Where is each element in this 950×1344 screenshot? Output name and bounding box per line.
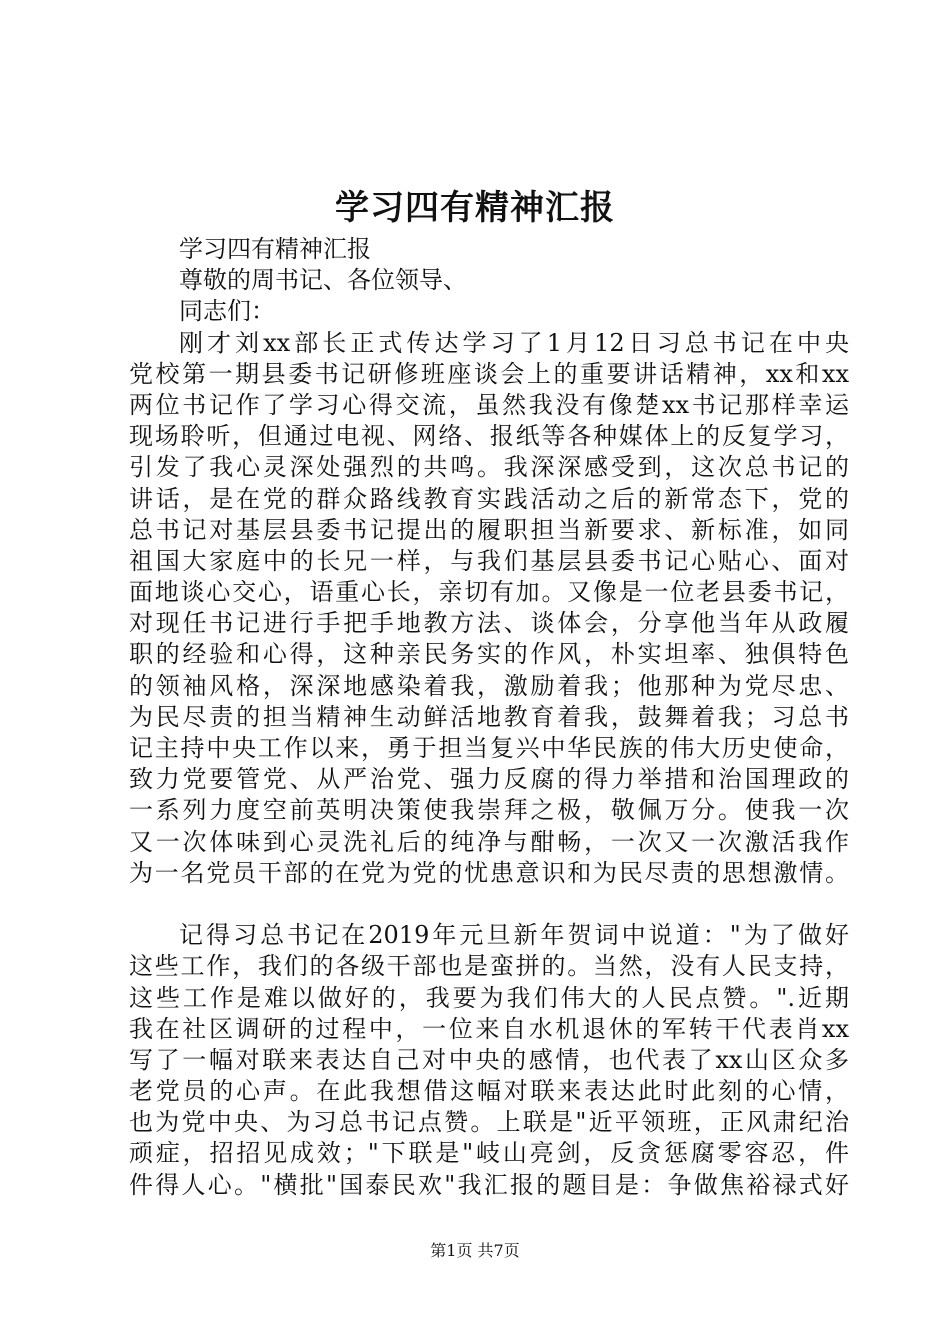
- paragraph-1: [129, 328, 849, 889]
- text-line: 记主持中央工作以来，勇于担当复兴中华民族的伟大历史使命，: [129, 734, 849, 762]
- text-line: 为一名党员干部的在党为党的忧患意识和为民尽责的思想激情。: [129, 858, 849, 887]
- text-line: 记得习总书记在2019年元旦新年贺词中说道："为了做好: [179, 921, 849, 950]
- text-line: 这些工作是难以做好的，我要为我们伟大的人民点赞。".近期: [129, 983, 849, 1012]
- document-body: [129, 234, 849, 1201]
- paragraph-2: [129, 920, 849, 1201]
- text-line: 一系列力度空前英明决策使我崇拜之极，敬佩万分。使我一次: [129, 796, 849, 825]
- text-line: 这些工作，我们的各级干部也是蛮拼的。当然，没有人民支持，: [129, 952, 849, 981]
- text-line: 祖国大家庭中的长兄一样，与我们基层县委书记心贴心、面对: [129, 546, 849, 575]
- salutation-line: 同志们：: [179, 297, 275, 326]
- text-line: 党校第一期县委书记研修班座谈会上的重要讲话精神，xx和xx: [129, 359, 849, 388]
- text-line: 为民尽责的担当精神生动鲜活地教育着我，鼓舞着我；习总书: [129, 702, 849, 731]
- text-line: 刚才刘xx部长正式传达学习了1月12日习总书记在中央: [179, 328, 849, 357]
- text-line: 对现任书记进行手把手地教方法、谈体会，分享他当年从政履: [129, 609, 849, 638]
- salutation-line: 尊敬的周书记、各位领导、: [179, 266, 467, 295]
- paragraph-gap: [129, 889, 849, 920]
- text-line: 我在社区调研的过程中，一位来自水机退休的军转干代表肖xx: [129, 1014, 849, 1043]
- document-title: 学习四有精神汇报: [335, 188, 615, 228]
- page-footer: 第1页 共7页: [430, 1241, 520, 1260]
- text-line: 两位书记作了学习心得交流，虽然我没有像楚xx书记那样幸运: [129, 390, 849, 419]
- heading-line: 学习四有精神汇报: [179, 235, 371, 263]
- text-line: 总书记对基层县委书记提出的履职担当新要求、新标准，如同: [129, 515, 849, 544]
- text-line: 职的经验和心得，这种亲民务实的作风，朴实坦率、独俱特色: [129, 640, 849, 669]
- text-line: 写了一幅对联来表达自己对中央的感情，也代表了xx山区众多: [129, 1045, 849, 1074]
- text-line: 引发了我心灵深处强烈的共鸣。我深深感受到，这次总书记的: [129, 453, 849, 482]
- text-line: 致力党要管党、从严治党、强力反腐的得力举措和治国理政的: [129, 765, 849, 794]
- text-line: 又一次体味到心灵洗礼后的纯净与酣畅，一次又一次激活我作: [129, 827, 849, 856]
- text-line: 老党员的心声。在此我想借这幅对联来表达此时此刻的心情，: [129, 1077, 849, 1106]
- text-line: 也为党中央、为习总书记点赞。上联是"近平领班，正风肃纪治: [129, 1108, 849, 1137]
- text-line: 讲话，是在党的群众路线教育实践活动之后的新常态下，党的: [129, 484, 849, 513]
- text-line: 面地谈心交心，语重心长，亲切有加。又像是一位老县委书记，: [129, 578, 849, 607]
- text-line: 顽症，招招见成效；"下联是"岐山亮剑，反贪惩腐零容忍，件: [129, 1139, 849, 1168]
- text-line: 现场聆听，但通过电视、网络、报纸等各种媒体上的反复学习，: [129, 422, 849, 451]
- text-line: 的领袖风格，深深地感染着我，激励着我；他那种为党尽忠、: [129, 671, 849, 700]
- text-line: 件得人心。"横批"国泰民欢"我汇报的题目是：争做焦裕禄式好: [129, 1170, 849, 1199]
